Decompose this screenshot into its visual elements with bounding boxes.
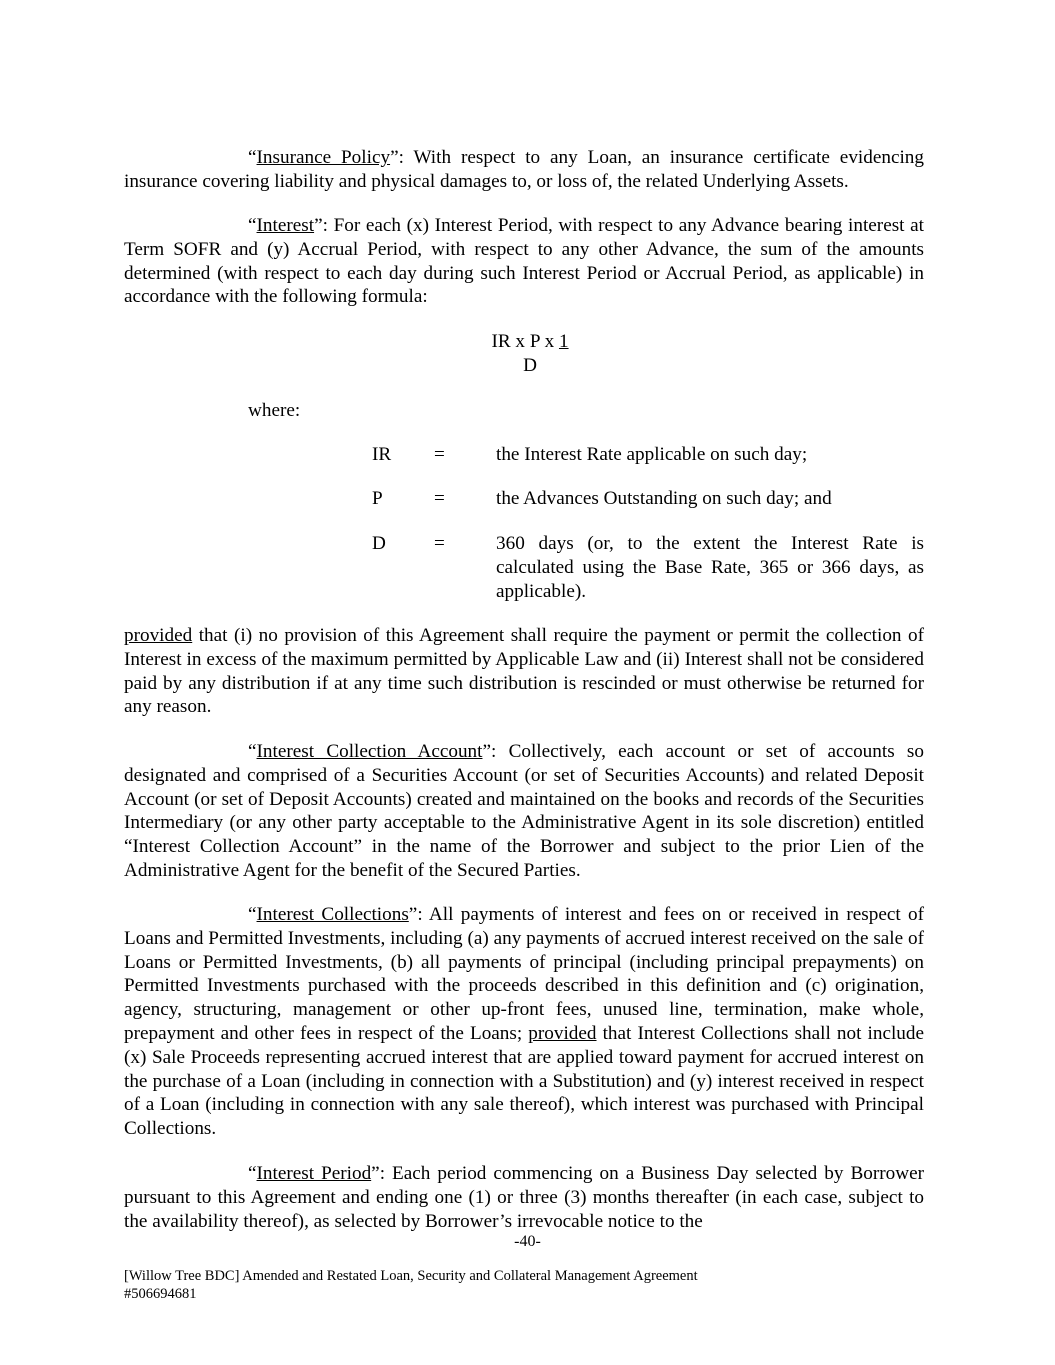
variable-description: the Interest Rate applicable on such day; [496, 444, 808, 465]
definition-interest-period: “Interest Period”: Each period commencing on a Business Day selected by Borrower pursuant to this Agreement and ending one (1) or three (3) months thereafter (in each case, subject to the availability thereof), as selected by Borrower’s irrevocable notice to the [124, 1163, 924, 1232]
equals-sign: = [434, 533, 445, 554]
equals-sign: = [434, 488, 445, 509]
page-number: -40- [514, 1233, 541, 1250]
footer-doc-id: #506694681 [124, 1285, 197, 1302]
where-label: where: [248, 400, 301, 421]
equals-sign: = [434, 444, 445, 465]
proviso-paragraph: provided that (i) no provision of this Agreement shall require the payment or permit the collection of Interest in excess of the maximum permitted by Applicable Law and (ii) Interest shall not be considered paid by any distribution if at any time such distribution is rescinded or must otherwise be returned for any reason. [124, 625, 924, 718]
defined-term: Interest [256, 215, 315, 236]
document-footer [124, 1268, 698, 1303]
definition-interest-collections: “Interest Collections”: All payments of interest and fees on or received in respect of Loans and Permitted Investments, including (a) any payments of accrued interest received on the sale of Loans or Permitted Investments, (b) all payments of principal (including principal prepayments) on Permitted Investments purchased with the proceeds described in this definition and (c) origination, agency, structuring, management or other up-front fees, unused line, termination, make whole, prepayment and other fees in respect of the Loans; provided that Interest Collections shall not include (x) Sale Proceeds representing accrued interest that are applied toward payment for accrued interest on the purchase of a Loan (including in connection with a Substitution) and (y) interest received in respect of a Loan (including in connection with any sale thereof), which interest was purchased with Principal Collections. [124, 904, 924, 1140]
footer-title: [Willow Tree BDC] Amended and Restated Loan, Security and Collateral Management Agreement [124, 1268, 698, 1284]
variable-symbol: P [372, 488, 383, 509]
defined-term: Interest Collection Account [256, 741, 483, 762]
variable-description: 360 days (or, to the extent the Interest Rate is calculated using the Base Rate, 365 or 366 days, as applicable). [496, 533, 924, 602]
formula-numerator: IR x P x 1 [491, 331, 569, 352]
defined-term: Insurance Policy [256, 147, 391, 168]
provided-term: provided [124, 625, 193, 646]
variable-symbol: D [372, 533, 386, 554]
provided-term: provided [528, 1022, 597, 1044]
defined-term: Interest Period [256, 1163, 372, 1184]
defined-term: Interest Collections [256, 904, 409, 925]
interest-formula [124, 330, 936, 378]
definition-interest: “Interest”: For each (x) Interest Period, with respect to any Advance bearing interest at Term SOFR and (y) Accrual Period, with respect to any other Advance, the sum of the amounts determined (with respect to each day during such Interest Period or Accrual Period, as applicable) in accordance with the following formula: [124, 215, 924, 308]
definition-insurance-policy: “Insurance Policy”: With respect to any Loan, an insurance certificate evidencing insurance covering liability and physical damages to, or loss of, the related Underlying Assets. [124, 147, 924, 192]
formula-denominator: D [523, 354, 537, 376]
variable-symbol: IR [372, 444, 392, 465]
variable-description: the Advances Outstanding on such day; and [496, 488, 832, 509]
definition-interest-collection-account: “Interest Collection Account”: Collectively, each account or set of accounts so designated and comprised of a Securities Account (or set of Securities Accounts) and related Deposit Account (or set of Deposit Accounts) created and maintained on the books and records of the Securities Intermediary (or any other party acceptable to the Administrative Agent in its sole discretion) entitled “Interest Collection Account” in the name of the Borrower and subject to the prior Lien of the Administrative Agent for the benefit of the Secured Parties. [124, 741, 924, 881]
